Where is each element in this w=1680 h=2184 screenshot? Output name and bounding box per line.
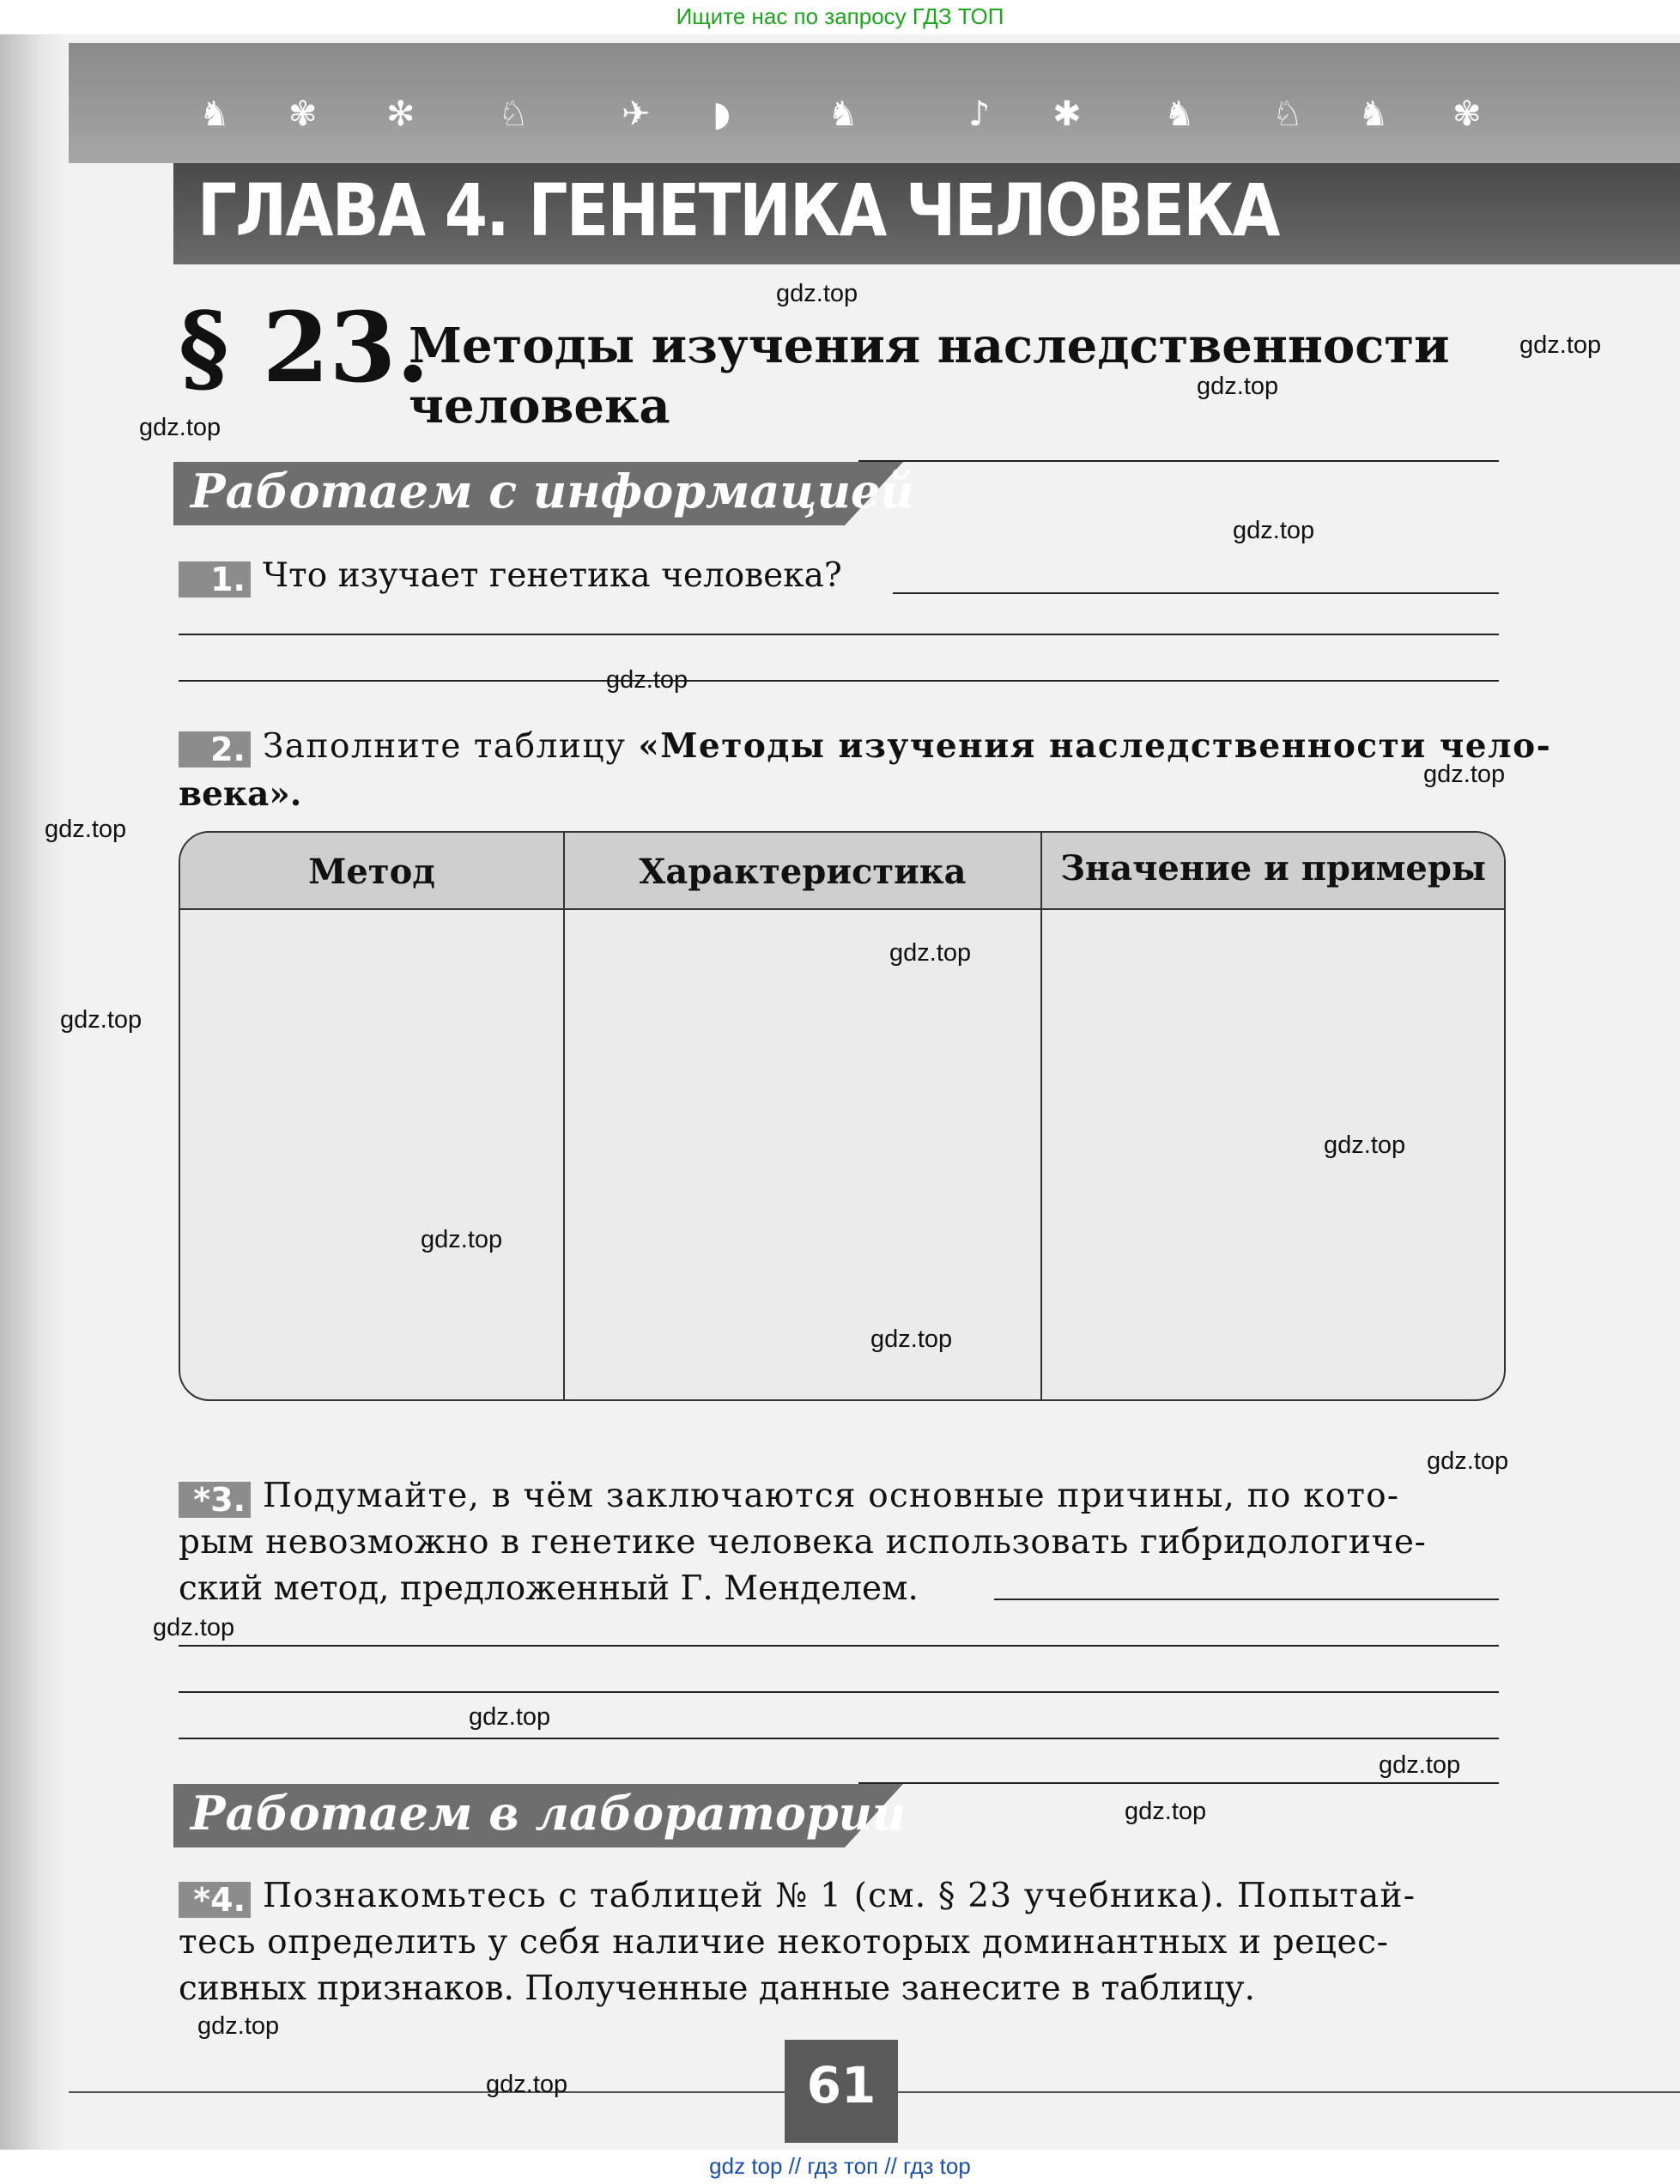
page-number: 61 (785, 2040, 898, 2143)
task4-line1: Познакомьтесь с таблицей № 1 (см. § 23 учебника). Попытай- (263, 1877, 1416, 1915)
watermark: gdz.top (1427, 1447, 1509, 1475)
section-rule (858, 460, 1499, 462)
methods-table (179, 831, 1506, 1401)
watermark: gdz.top (606, 666, 688, 694)
section-rule (858, 1782, 1499, 1784)
watermark: gdz.top (60, 1006, 143, 1034)
section-title-laboratory: Работаем в лаборатории (191, 1786, 907, 1841)
task3-line3: ский метод, предложенный Г. Менделем. (179, 1569, 919, 1608)
watermark: gdz.top (1197, 373, 1279, 400)
chapter-title: ГЛАВА 4. ГЕНЕТИКА ЧЕЛОВЕКА (197, 168, 1279, 252)
column-header-characteristic: Характеристика (639, 852, 967, 892)
column-divider (1040, 833, 1042, 1399)
task3-line2: рым невозможно в генетике человека использовать гибридологиче- (179, 1523, 1427, 1562)
watermark: gdz.top (1519, 331, 1602, 359)
task1-text: Что изучает генетика человека? (263, 556, 842, 595)
answer-line[interactable] (893, 592, 1499, 594)
task4-line3: сивных признаков. Полученные данные занесите в таблицу. (179, 1969, 1255, 2008)
watermark: gdz.top (1324, 1131, 1406, 1159)
column-divider (563, 833, 565, 1399)
watermark: gdz.top (776, 280, 858, 307)
watermark: gdz.top (486, 2071, 568, 2098)
task2-number: 2. (179, 731, 251, 767)
watermark: gdz.top (421, 1226, 503, 1253)
bottom-links[interactable]: gdz top // гдз топ // гдз top (0, 2150, 1680, 2184)
column-header-method: Метод (308, 852, 435, 892)
task3-line1: Подумайте, в чём заключаются основные причины, по кото- (263, 1477, 1400, 1515)
insect-icon: ✱ (1052, 94, 1082, 134)
watermark: gdz.top (45, 816, 127, 843)
task3-number: *3. (179, 1482, 251, 1518)
answer-line[interactable] (179, 634, 1499, 635)
deer-icon: ♘ (498, 94, 529, 134)
answer-line[interactable] (994, 1599, 1499, 1600)
column-header-examples: Значение и примеры (1060, 848, 1486, 889)
watermark: gdz.top (889, 939, 972, 967)
bird-icon: ✈ (622, 94, 651, 134)
page-spine-shadow (0, 34, 69, 2150)
answer-line[interactable] (179, 1738, 1499, 1739)
watermark: gdz.top (1233, 517, 1315, 544)
crane-icon: ♪ (968, 94, 991, 134)
boar-icon: ♞ (1164, 94, 1195, 134)
watermark: gdz.top (1423, 761, 1506, 788)
answer-line[interactable] (179, 1691, 1499, 1693)
task2-table-name-end: века». (179, 774, 302, 814)
paragraph-number: § 23. (179, 292, 430, 404)
horse-icon: ♞ (1358, 94, 1389, 134)
paragraph-title-line2: человека (409, 378, 670, 434)
task2-line2 (179, 774, 301, 814)
watermark: gdz.top (1125, 1798, 1207, 1825)
watermark: gdz.top (1379, 1751, 1461, 1779)
task2-table-name: «Методы изучения наследственности чело- (638, 726, 1552, 766)
task4-line2: тесь определить у себя наличие некоторых доминантных и рецес- (179, 1923, 1389, 1962)
task2-prefix: Заполните таблицу (263, 727, 639, 766)
scorpion-icon: ✻ (386, 94, 415, 134)
dolphin-icon: ◗ (713, 94, 731, 134)
section-title-information: Работаем с информацией (191, 464, 914, 519)
moth-icon: ✾ (1453, 94, 1482, 134)
watermark: gdz.top (870, 1326, 953, 1353)
bison-icon: ♞ (199, 94, 230, 134)
answer-line[interactable] (179, 1645, 1499, 1647)
dog-icon: ♞ (828, 94, 858, 134)
task2-line1 (263, 726, 1551, 766)
answer-line[interactable] (179, 680, 1499, 682)
watermark: gdz.top (139, 414, 221, 441)
watermark: gdz.top (469, 1703, 551, 1731)
task4-number: *4. (179, 1882, 251, 1918)
watermark: gdz.top (153, 1614, 235, 1641)
top-search-banner[interactable]: Ищите нас по запросу ГДЗ ТОП (676, 3, 1004, 29)
watermark: gdz.top (197, 2012, 280, 2040)
paragraph-title-line1: Методы изучения наследственности (409, 318, 1450, 374)
task1-number: 1. (179, 561, 251, 598)
fox-icon: ♘ (1272, 94, 1303, 134)
butterfly-icon: ✾ (288, 94, 318, 134)
